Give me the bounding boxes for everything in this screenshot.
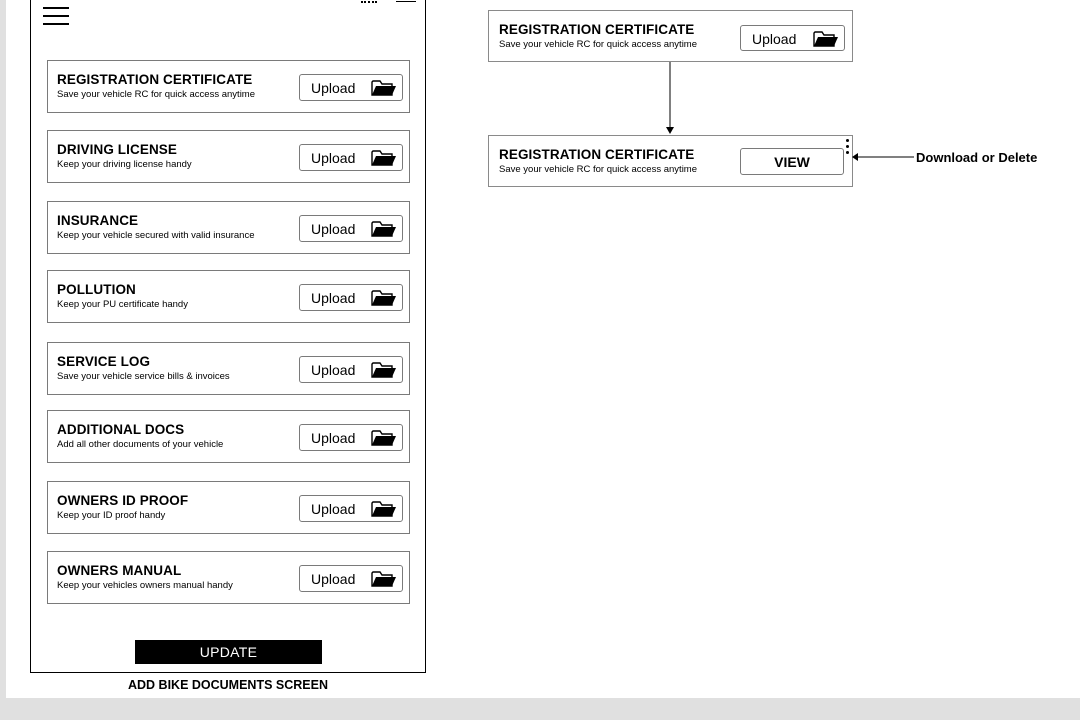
upload-button-label: Upload (311, 571, 356, 587)
upload-button-label: Upload (311, 501, 356, 517)
upload-button-label: Upload (311, 362, 356, 378)
callout-label: Download or Delete (916, 150, 1038, 165)
document-title: POLLUTION (57, 282, 136, 297)
document-subtitle: Keep your PU certificate handy (57, 299, 188, 310)
document-subtitle: Add all other documents of your vehicle (57, 439, 224, 450)
document-subtitle: Keep your vehicle secured with valid insurance (57, 230, 255, 241)
upload-button-label: Upload (311, 80, 356, 96)
document-subtitle: Keep your ID proof handy (57, 510, 166, 521)
card-title: REGISTRATION CERTIFICATE (499, 22, 695, 37)
upload-button-label: Upload (311, 221, 356, 237)
document-title: ADDITIONAL DOCS (57, 422, 185, 437)
document-title: INSURANCE (57, 213, 139, 228)
document-title: SERVICE LOG (57, 354, 151, 369)
document-subtitle: Keep your vehicles owners manual handy (57, 580, 233, 591)
document-subtitle: Save your vehicle RC for quick access anytime (57, 89, 255, 100)
callout-arrow-head (852, 153, 858, 161)
screen-caption: ADD BIKE DOCUMENTS SCREEN (127, 678, 328, 692)
document-subtitle: Keep your driving license handy (57, 159, 192, 170)
card-title: REGISTRATION CERTIFICATE (499, 147, 695, 162)
flow-arrow-head (666, 127, 674, 134)
view-button[interactable]: VIEW (740, 148, 844, 175)
document-title: OWNERS MANUAL (57, 563, 182, 578)
update-button[interactable]: UPDATE (135, 640, 322, 664)
upload-button-label: Upload (311, 290, 356, 306)
document-subtitle: Save your vehicle service bills & invoices (57, 371, 230, 382)
document-title: DRIVING LICENSE (57, 142, 178, 157)
card-subtitle: Save your vehicle RC for quick access anytime (499, 39, 697, 50)
upload-button-label: Upload (752, 31, 797, 47)
upload-button-label: Upload (311, 430, 356, 446)
upload-button-label: Upload (311, 150, 356, 166)
card-subtitle: Save your vehicle RC for quick access anytime (499, 164, 697, 175)
document-title: OWNERS ID PROOF (57, 493, 189, 508)
document-title: REGISTRATION CERTIFICATE (57, 72, 253, 87)
